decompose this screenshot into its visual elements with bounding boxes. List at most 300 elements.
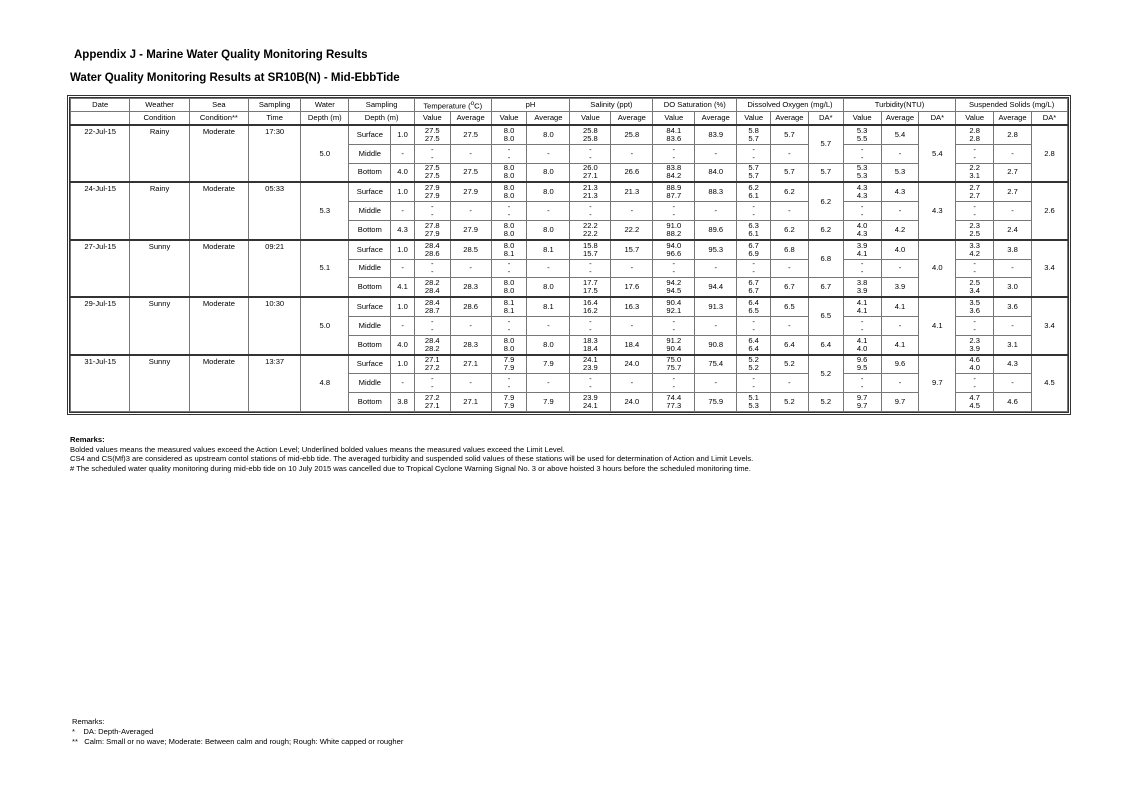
reading-value: 83.8 [666, 163, 682, 173]
turbidity-average: 4.3 [881, 182, 919, 201]
do-saturation-average: 95.3 [695, 240, 737, 259]
reading-value: 28.4 [424, 298, 440, 308]
reading-value: 88.9 [666, 183, 682, 193]
suspended-solids-values [956, 316, 994, 335]
temperature-values [414, 278, 450, 297]
weather-cell: Sunny [130, 355, 189, 412]
reading-value: 26.0 [583, 163, 598, 173]
temperature-values [414, 125, 450, 144]
dissolved-oxygen-values [737, 220, 771, 239]
reading-value: 6.3 [748, 220, 759, 230]
dissolved-oxygen-average: 6.7 [771, 278, 809, 297]
sub-value: Value [570, 112, 611, 126]
water-depth-cell: 5.0 [301, 297, 349, 354]
reading-value: 4.0 [856, 343, 868, 353]
dissolved-oxygen-values [737, 393, 771, 412]
reading-value: 6.5 [748, 306, 759, 316]
reading-value: - [672, 324, 676, 334]
date-cell: 29-Jul-15 [71, 297, 130, 354]
temperature-values [414, 374, 450, 393]
reading-value: - [973, 259, 976, 269]
ph-average: 8.1 [527, 297, 570, 316]
reading-value: - [860, 382, 864, 392]
salinity-average: 16.3 [611, 297, 653, 316]
suspended-solids-values [956, 182, 994, 201]
suspended-solids-average: 3.8 [994, 240, 1032, 259]
reading-value: 27.1 [583, 171, 598, 181]
reading-value: 27.5 [424, 171, 440, 181]
reading-value: - [589, 267, 592, 277]
sampling-depth-cell: 4.0 [391, 163, 415, 182]
sea-condition-cell: Moderate [189, 355, 248, 412]
table-row [71, 355, 1068, 374]
turbidity-average: - [881, 316, 919, 335]
salinity-average: - [611, 144, 653, 163]
temperature-values [414, 182, 450, 201]
salinity-values [570, 335, 611, 354]
reading-value: - [589, 210, 592, 220]
ph-values [491, 220, 527, 239]
salinity-values [570, 240, 611, 259]
salinity-values [570, 316, 611, 335]
ph-values [491, 355, 527, 374]
sub-average: Average [450, 112, 491, 126]
sampling-level-cell: Surface [349, 355, 391, 374]
weather-cell: Sunny [130, 240, 189, 297]
sub-da: DA* [1031, 112, 1067, 126]
dissolved-oxygen-da-bottom: 6.2 [808, 220, 843, 239]
do-saturation-average: - [695, 374, 737, 393]
turbidity-values [843, 125, 881, 144]
reading-value: 87.7 [666, 191, 682, 201]
reading-value: - [752, 259, 755, 269]
reading-value: 3.5 [969, 298, 980, 308]
sampling-level-cell: Surface [349, 182, 391, 201]
ph-average: - [527, 374, 570, 393]
col-water-depth-sub: Depth (m) [301, 112, 349, 126]
sub-average: Average [611, 112, 653, 126]
reading-value: - [672, 210, 676, 220]
reading-value: 8.0 [503, 220, 515, 230]
reading-value: - [672, 374, 676, 384]
sampling-level-cell: Bottom [349, 163, 391, 182]
reading-value: - [431, 152, 434, 162]
reading-value: 8.0 [503, 191, 515, 201]
reading-value: - [973, 374, 976, 384]
reading-value: - [431, 259, 434, 269]
reading-value: 28.2 [424, 343, 440, 353]
salinity-average: - [611, 202, 653, 221]
temperature-average: - [450, 316, 491, 335]
temperature-values [414, 297, 450, 316]
sampling-time-cell: 10:30 [249, 297, 301, 354]
suspended-solids-average: - [994, 144, 1032, 163]
temperature-values [414, 316, 450, 335]
turbidity-values [843, 144, 881, 163]
reading-value: 6.7 [748, 286, 759, 296]
sampling-level-cell: Surface [349, 125, 391, 144]
reading-value: - [973, 267, 976, 277]
reading-value: - [507, 374, 511, 384]
ph-values [491, 163, 527, 182]
temperature-values [414, 220, 450, 239]
sampling-depth-cell: - [391, 316, 415, 335]
reading-value: 5.7 [748, 171, 759, 181]
reading-value: 21.3 [583, 183, 598, 193]
reading-value: - [431, 210, 434, 220]
do-saturation-average: - [695, 316, 737, 335]
temperature-average: - [450, 144, 491, 163]
suspended-solids-da: 2.8 [1031, 125, 1067, 182]
ph-average: 8.0 [527, 220, 570, 239]
do-saturation-average: 91.3 [695, 297, 737, 316]
reading-value: - [431, 374, 434, 384]
reading-value: 27.5 [424, 163, 440, 173]
reading-value: 24.1 [583, 355, 598, 365]
temperature-average: - [450, 202, 491, 221]
salinity-average: 18.4 [611, 335, 653, 354]
sampling-depth-cell: 1.0 [391, 297, 415, 316]
sampling-level-cell: Bottom [349, 220, 391, 239]
reading-value: - [860, 316, 864, 326]
reading-value: 4.5 [969, 401, 980, 411]
do-saturation-average: - [695, 202, 737, 221]
ph-average: 8.0 [527, 278, 570, 297]
reading-value: 2.3 [969, 335, 980, 345]
reading-value: - [431, 267, 434, 277]
do-saturation-values [653, 202, 695, 221]
reading-value: - [752, 202, 755, 212]
reading-value: 91.0 [666, 220, 682, 230]
suspended-solids-values [956, 220, 994, 239]
ph-average: - [527, 202, 570, 221]
dissolved-oxygen-average: - [771, 374, 809, 393]
ph-values [491, 316, 527, 335]
sampling-depth-cell: 1.0 [391, 182, 415, 201]
table-header [71, 99, 1068, 126]
col-sampling-depth: Sampling [349, 99, 415, 112]
sampling-depth-cell: 4.0 [391, 335, 415, 354]
reading-value: 84.2 [666, 171, 682, 181]
reading-value: - [752, 210, 755, 220]
reading-value: 4.3 [856, 228, 868, 238]
reading-value: - [589, 202, 592, 212]
suspended-solids-da: 3.4 [1031, 297, 1067, 354]
dissolved-oxygen-da: 5.7 [808, 125, 843, 163]
reading-value: - [431, 382, 434, 392]
date-cell: 22-Jul-15 [71, 125, 130, 182]
footnotes-heading: Remarks: [72, 717, 105, 726]
dissolved-oxygen-average: 5.2 [771, 393, 809, 412]
reading-value: 8.0 [503, 125, 515, 135]
reading-value: 28.7 [424, 306, 440, 316]
ph-values [491, 144, 527, 163]
col-water-depth: Water [301, 99, 349, 112]
table-row [71, 125, 1068, 144]
reading-value: 27.9 [424, 228, 440, 238]
table-row [71, 240, 1068, 259]
reading-value: - [860, 324, 864, 334]
water-depth-cell: 5.1 [301, 240, 349, 297]
salinity-average: 24.0 [611, 393, 653, 412]
reading-value: 2.8 [969, 125, 980, 135]
reading-value: 90.4 [666, 298, 682, 308]
group-turbidity: Turbidity(NTU) [843, 99, 956, 112]
reading-value: - [672, 382, 676, 392]
table-row [71, 297, 1068, 316]
reading-value: 4.3 [856, 183, 868, 193]
sampling-time-cell: 13:37 [249, 355, 301, 412]
turbidity-average: 4.1 [881, 297, 919, 316]
temperature-average: - [450, 259, 491, 278]
sampling-depth-cell: - [391, 202, 415, 221]
ph-values [491, 125, 527, 144]
turbidity-average: 5.4 [881, 125, 919, 144]
reading-value: - [672, 267, 676, 277]
turbidity-average: - [881, 202, 919, 221]
turbidity-values [843, 374, 881, 393]
reading-value: - [589, 144, 592, 154]
reading-value: 75.7 [666, 363, 682, 373]
dissolved-oxygen-values [737, 163, 771, 182]
reading-value: 3.3 [969, 240, 980, 250]
sampling-level-cell: Middle [349, 202, 391, 221]
salinity-values [570, 355, 611, 374]
turbidity-values [843, 163, 881, 182]
reading-value: 21.3 [583, 191, 598, 201]
dissolved-oxygen-values [737, 316, 771, 335]
reading-value: 2.3 [969, 220, 980, 230]
sampling-time-cell: 09:21 [249, 240, 301, 297]
sub-average: Average [527, 112, 570, 126]
reading-value: 5.5 [856, 133, 868, 143]
salinity-average: 21.3 [611, 182, 653, 201]
sampling-level-cell: Bottom [349, 278, 391, 297]
reading-value: 2.5 [969, 228, 980, 238]
ph-average: 8.0 [527, 125, 570, 144]
reading-value: 4.6 [969, 355, 980, 365]
remark-line: CS4 and CS(Mf)3 are considered as upstream contol stations of mid-ebb tide. The averaged turbidity and suspended solid values of these stations will be used for determination of Action and Limit Levels. [70, 454, 754, 464]
do-saturation-average: 84.0 [695, 163, 737, 182]
reading-value: - [973, 144, 976, 154]
reading-value: - [752, 152, 755, 162]
reading-value: 16.2 [583, 306, 598, 316]
reading-value: 9.7 [856, 393, 868, 403]
col-weather-sub: Condition [130, 112, 189, 126]
appendix-title: Appendix J - Marine Water Quality Monitoring Results [74, 49, 368, 61]
ph-average: 8.1 [527, 240, 570, 259]
dissolved-oxygen-values [737, 355, 771, 374]
reading-value: 3.9 [969, 343, 980, 353]
reading-value: - [507, 316, 511, 326]
reading-value: - [431, 316, 434, 326]
sub-average: Average [994, 112, 1032, 126]
reading-value: 27.5 [424, 133, 440, 143]
date-cell: 31-Jul-15 [71, 355, 130, 412]
dissolved-oxygen-average: 6.2 [771, 182, 809, 201]
dissolved-oxygen-da-bottom: 6.7 [808, 278, 843, 297]
reading-value: - [973, 324, 976, 334]
sampling-depth-cell: - [391, 374, 415, 393]
do-saturation-average: 75.4 [695, 355, 737, 374]
dissolved-oxygen-da-bottom: 5.2 [808, 393, 843, 412]
reading-value: - [752, 374, 755, 384]
reading-value: 3.1 [969, 171, 980, 181]
reading-value: - [431, 202, 434, 212]
reading-value: 5.1 [748, 393, 759, 403]
reading-value: - [973, 202, 976, 212]
reading-value: - [973, 316, 976, 326]
footnotes-block [72, 717, 403, 747]
sub-value: Value [843, 112, 881, 126]
temperature-values [414, 240, 450, 259]
reading-value: - [860, 152, 864, 162]
reading-value: 9.5 [856, 363, 868, 373]
remarks-heading: Remarks: [70, 435, 105, 444]
salinity-average: 17.6 [611, 278, 653, 297]
reading-value: 27.1 [424, 401, 440, 411]
sub-value: Value [414, 112, 450, 126]
reading-value: - [752, 324, 755, 334]
reading-value: 5.2 [748, 363, 759, 373]
dissolved-oxygen-values [737, 240, 771, 259]
sampling-depth-cell: 1.0 [391, 355, 415, 374]
ph-average: 7.9 [527, 393, 570, 412]
ph-values [491, 374, 527, 393]
reading-value: 5.3 [856, 171, 868, 181]
temperature-average: 27.9 [450, 220, 491, 239]
reading-value: 24.1 [583, 401, 598, 411]
sea-condition-cell: Moderate [189, 297, 248, 354]
reading-value: - [860, 144, 864, 154]
temperature-average: 28.3 [450, 278, 491, 297]
do-saturation-values [653, 393, 695, 412]
date-cell: 27-Jul-15 [71, 240, 130, 297]
sampling-level-cell: Bottom [349, 335, 391, 354]
ph-average: 8.0 [527, 163, 570, 182]
salinity-values [570, 144, 611, 163]
reading-value: 8.0 [503, 286, 515, 296]
reading-value: 83.6 [666, 133, 682, 143]
reading-value: 18.3 [583, 335, 598, 345]
reading-value: 27.2 [424, 393, 440, 403]
reading-value: 17.7 [583, 278, 598, 288]
sampling-depth-cell: 4.3 [391, 220, 415, 239]
sampling-level-cell: Middle [349, 316, 391, 335]
reading-value: 25.8 [583, 125, 598, 135]
salinity-values [570, 297, 611, 316]
turbidity-average: 4.2 [881, 220, 919, 239]
salinity-values [570, 220, 611, 239]
reading-value: 7.9 [503, 363, 515, 373]
reading-value: - [589, 316, 592, 326]
turbidity-values [843, 393, 881, 412]
reading-value: 8.1 [503, 248, 515, 258]
salinity-values [570, 393, 611, 412]
ph-values [491, 182, 527, 201]
reading-value: 6.1 [748, 228, 759, 238]
col-sea: Sea [189, 99, 248, 112]
reading-value: 4.2 [969, 248, 980, 258]
water-depth-cell: 4.8 [301, 355, 349, 412]
reading-value: - [752, 382, 755, 392]
suspended-solids-average: 4.6 [994, 393, 1032, 412]
temperature-values [414, 355, 450, 374]
do-saturation-values [653, 144, 695, 163]
reading-value: 88.2 [666, 228, 682, 238]
suspended-solids-values [956, 278, 994, 297]
suspended-solids-average: 3.0 [994, 278, 1032, 297]
dissolved-oxygen-da: 6.2 [808, 182, 843, 220]
ph-values [491, 259, 527, 278]
reading-value: 2.5 [969, 278, 980, 288]
sampling-time-cell: 17:30 [249, 125, 301, 182]
reading-value: 27.9 [424, 191, 440, 201]
sea-condition-cell: Moderate [189, 182, 248, 239]
do-saturation-average: - [695, 144, 737, 163]
remark-line: # The scheduled water quality monitoring during mid-ebb tide on 10 July 2015 was cancelled due to Tropical Cyclone Warning Signal No. 3 or above hoisted 3 hours before the scheduled monitoring time. [70, 463, 751, 473]
reading-value: 15.7 [583, 248, 598, 258]
reading-value: - [431, 144, 434, 154]
dissolved-oxygen-da-bottom: 5.7 [808, 163, 843, 182]
turbidity-average: 5.3 [881, 163, 919, 182]
suspended-solids-values [956, 202, 994, 221]
suspended-solids-average: - [994, 259, 1032, 278]
dissolved-oxygen-values [737, 335, 771, 354]
reading-value: - [860, 374, 864, 384]
suspended-solids-values [956, 297, 994, 316]
results-table-frame [67, 95, 1071, 415]
dissolved-oxygen-average: - [771, 259, 809, 278]
temperature-average: 27.9 [450, 182, 491, 201]
reading-value: - [973, 210, 976, 220]
reading-value: - [860, 210, 864, 220]
temperature-average: 27.1 [450, 355, 491, 374]
reading-value: 28.4 [424, 240, 440, 250]
turbidity-average: 4.1 [881, 335, 919, 354]
group-do-saturation: DO Saturation (%) [653, 99, 737, 112]
dissolved-oxygen-values [737, 278, 771, 297]
reading-value: 28.4 [424, 335, 440, 345]
temperature-average: 28.5 [450, 240, 491, 259]
suspended-solids-values [956, 163, 994, 182]
remark-line: Bolded values means the measured values exceed the Action Level; Underlined bolded values means the measured values exceed the Limit Level. [70, 444, 565, 454]
col-sea-sub: Condition** [189, 112, 248, 126]
dissolved-oxygen-values [737, 297, 771, 316]
reading-value: 7.9 [503, 401, 515, 411]
reading-value: 9.6 [856, 355, 868, 365]
reading-value: 4.7 [969, 393, 980, 403]
suspended-solids-values [956, 335, 994, 354]
salinity-values [570, 125, 611, 144]
group-temperature: Temperature ($^o$C) [414, 99, 491, 112]
reading-value: - [589, 324, 592, 334]
salinity-average: - [611, 259, 653, 278]
reading-value: 28.6 [424, 248, 440, 258]
sub-da: DA* [919, 112, 956, 126]
suspended-solids-average: 3.1 [994, 335, 1032, 354]
reading-value: - [860, 259, 864, 269]
reading-value: 6.7 [748, 278, 759, 288]
reading-value: 4.3 [856, 191, 868, 201]
suspended-solids-average: - [994, 202, 1032, 221]
do-saturation-average: 90.8 [695, 335, 737, 354]
reading-value: 28.2 [424, 278, 440, 288]
do-saturation-average: - [695, 259, 737, 278]
reading-value: - [589, 152, 592, 162]
turbidity-da: 4.0 [919, 240, 956, 297]
dissolved-oxygen-average: 6.8 [771, 240, 809, 259]
